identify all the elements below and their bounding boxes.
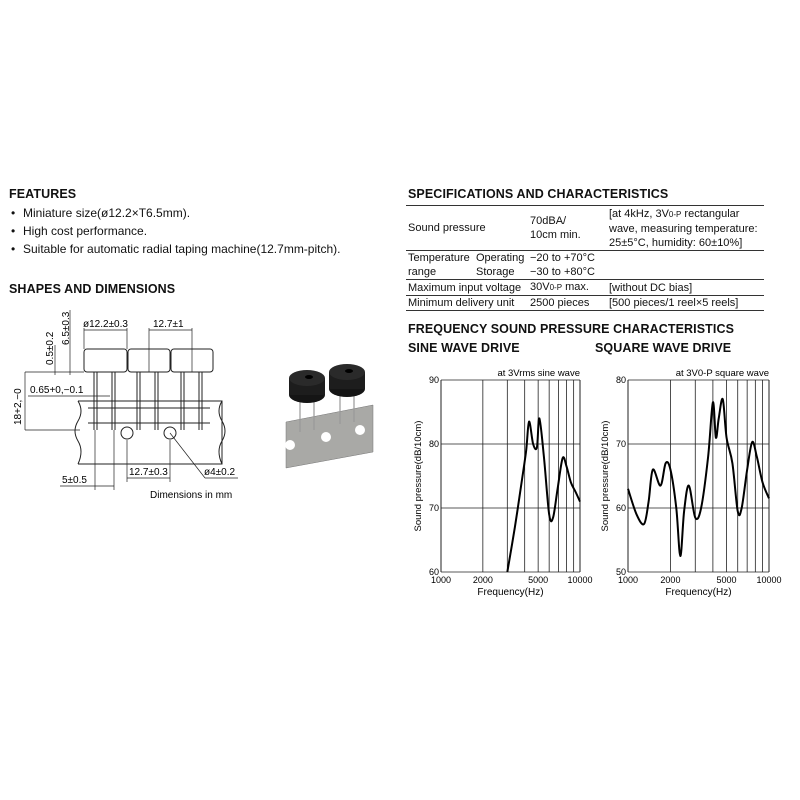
x-tick: 5000 — [716, 575, 737, 585]
spec-label: Sound pressure — [406, 206, 528, 251]
table-row — [406, 296, 764, 311]
spec-sublabel: Storage — [476, 266, 515, 278]
dim-hole: ø4±0.2 — [204, 467, 236, 478]
y-tick: 80 — [428, 439, 439, 449]
specs-table — [406, 205, 764, 311]
spec-value: −30 to +80°C — [530, 266, 595, 278]
spec-note — [607, 251, 764, 266]
spec-value: 70dBA/ 10cm min. — [528, 206, 607, 251]
spec-value: 2500 pieces — [528, 296, 607, 311]
data-line — [628, 399, 769, 556]
table-row — [406, 251, 764, 266]
shapes-heading: SHAPES AND DIMENSIONS — [9, 282, 176, 296]
freq-heading: FREQUENCY SOUND PRESSURE CHARACTERISTICS — [408, 322, 735, 336]
x-tick: 1000 — [617, 575, 639, 585]
dim-height: 6.5±0.3 — [61, 311, 72, 345]
features-list — [9, 204, 340, 258]
x-axis-label: Frequency(Hz) — [477, 587, 544, 598]
chart-title: at 3Vrms sine wave — [497, 368, 580, 379]
square-heading: SQUARE WAVE DRIVE — [595, 341, 732, 355]
dim-diameter: ø12.2±0.3 — [83, 319, 128, 330]
y-tick: 90 — [428, 375, 439, 385]
sine-chart — [405, 362, 595, 602]
spec-label: Minimum delivery unit — [406, 296, 528, 311]
x-tick: 5000 — [528, 575, 549, 585]
spec-label: range — [408, 266, 437, 278]
dimensions-note: Dimensions in mm — [150, 490, 233, 501]
spec-value: −20 to +70°C — [528, 251, 607, 266]
x-tick: 2000 — [472, 575, 493, 585]
feature-item: • Suitable for automatic radial taping machine(12.7mm-pitch). — [9, 240, 340, 258]
spec-note — [607, 265, 764, 280]
y-tick: 50 — [615, 567, 626, 577]
dim-pitch-top: 12.7±1 — [153, 319, 184, 330]
spec-note: [500 pieces/1 reel×5 reels] — [607, 296, 764, 311]
data-line — [507, 418, 580, 572]
x-tick: 1000 — [430, 575, 452, 585]
specs-heading: SPECIFICATIONS AND CHARACTERISTICS — [408, 187, 669, 201]
dim-lead-dia: 0.65+0,−0.1 — [30, 385, 84, 396]
dim-lead-spacing: 5±0.5 — [62, 475, 87, 486]
table-row — [406, 280, 764, 296]
dim-lead-gap: 0.5±0.2 — [45, 331, 56, 365]
spec-note: [at 4kHz, 3V0-P rectangular wave, measuring temperature: 25±5°C, humidity: 60±10%] — [607, 206, 764, 251]
spec-sublabel: Operating — [474, 251, 528, 266]
x-tick: 2000 — [660, 575, 681, 585]
feature-item: • High cost performance. — [9, 222, 340, 240]
y-axis-label: Sound pressure(dB/10cm) — [600, 420, 611, 532]
x-tick: 10000 — [756, 575, 782, 585]
spec-value: 30V0-P max. — [528, 280, 607, 296]
dim-lead-len: 18+2,−0 — [13, 388, 24, 425]
y-tick: 70 — [428, 503, 439, 513]
spec-note: [without DC bias] — [607, 280, 764, 296]
square-chart — [592, 362, 782, 602]
sine-heading: SINE WAVE DRIVE — [408, 341, 520, 355]
x-tick: 10000 — [567, 575, 593, 585]
feature-item: • Miniature size(ø12.2×T6.5mm). — [9, 204, 340, 222]
features-heading: FEATURES — [9, 187, 77, 201]
dimension-drawing — [0, 300, 260, 510]
table-row — [406, 265, 764, 280]
y-tick: 60 — [615, 503, 626, 513]
product-photo — [278, 360, 378, 475]
y-tick: 70 — [615, 439, 626, 449]
y-axis-label: Sound pressure(dB/10cm) — [413, 420, 424, 532]
table-row — [406, 206, 764, 251]
x-axis-label: Frequency(Hz) — [665, 587, 732, 598]
spec-label: Maximum input voltage — [406, 280, 528, 296]
spec-label: Temperature — [406, 251, 474, 266]
chart-title: at 3V0-P square wave — [675, 368, 769, 379]
y-tick: 80 — [615, 375, 626, 385]
dim-pitch-bottom: 12.7±0.3 — [129, 467, 168, 478]
y-tick: 60 — [428, 567, 439, 577]
